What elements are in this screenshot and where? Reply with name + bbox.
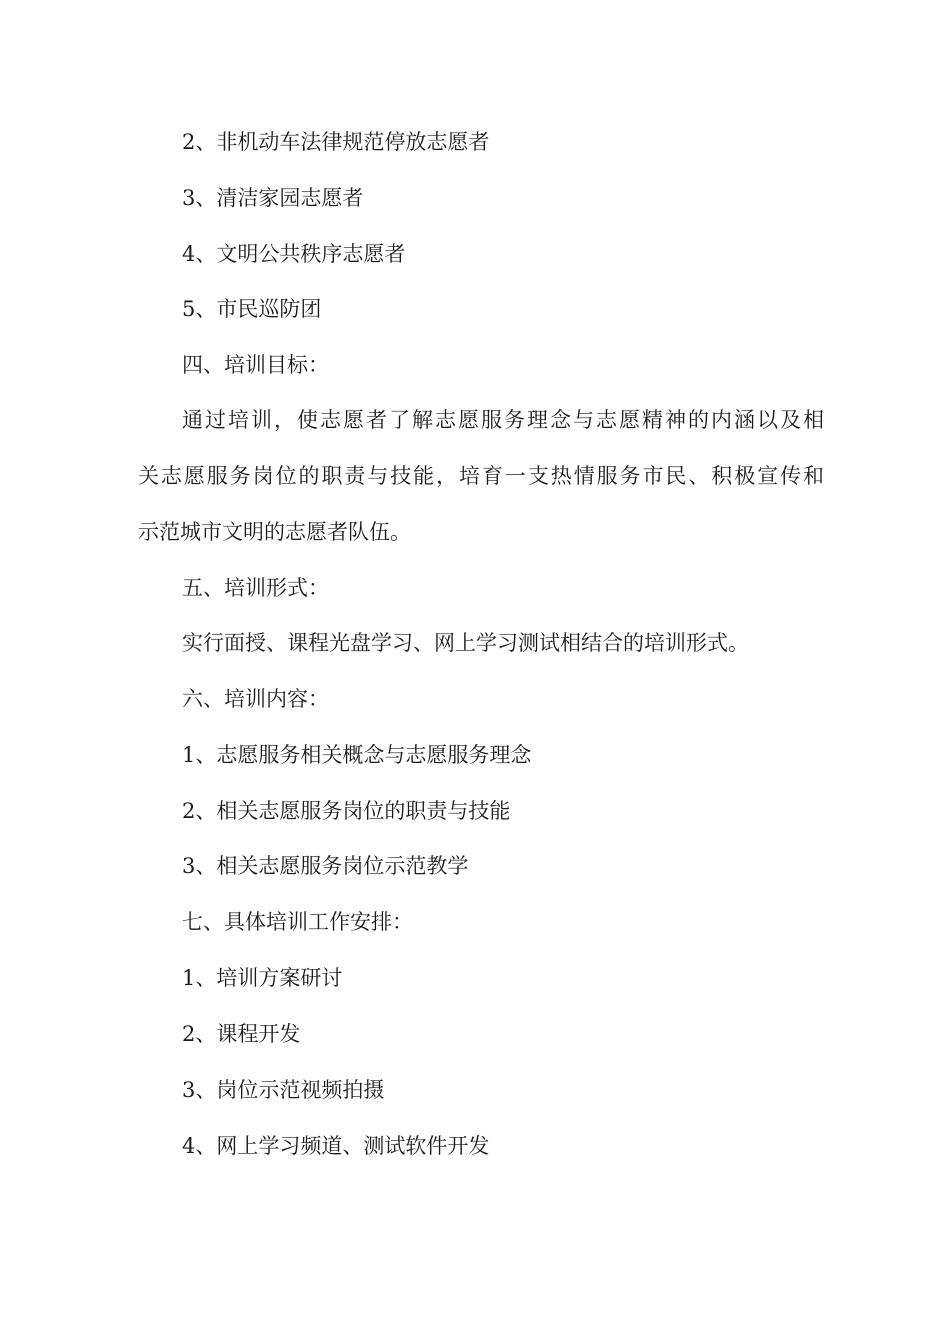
section-heading-goals: 四、培训目标： — [182, 353, 329, 377]
paragraph-goals-line-3: 示范城市文明的志愿者队伍。 — [138, 520, 411, 544]
list-item-content-1: 1、志愿服务相关概念与志愿服务理念 — [182, 743, 532, 767]
list-item-schedule-2: 2、课程开发 — [182, 1022, 301, 1046]
list-item-volunteer-parking: 2、非机动车法律规范停放志愿者 — [182, 130, 490, 154]
list-item-patrol: 5、市民巡防团 — [182, 297, 322, 321]
paragraph-format: 实行面授、课程光盘学习、网上学习测试相结合的培训形式。 — [182, 631, 749, 655]
list-item-schedule-3: 3、岗位示范视频拍摄 — [182, 1078, 385, 1102]
section-heading-content: 六、培训内容： — [182, 687, 329, 711]
list-item-volunteer-cleaning: 3、清洁家园志愿者 — [182, 186, 364, 210]
list-item-schedule-1: 1、培训方案研讨 — [182, 966, 343, 990]
list-item-volunteer-order: 4、文明公共秩序志愿者 — [182, 242, 406, 266]
section-heading-format: 五、培训形式： — [182, 576, 329, 600]
section-heading-schedule: 七、具体培训工作安排： — [182, 910, 413, 934]
paragraph-goals-line-2: 关志愿服务岗位的职责与技能，培育一支热情服务市民、积极宣传和 — [138, 464, 824, 488]
list-item-content-3: 3、相关志愿服务岗位示范教学 — [182, 854, 469, 878]
paragraph-goals-line-1: 通过培训，使志愿者了解志愿服务理念与志愿精神的内涵以及相 — [182, 408, 824, 432]
list-item-schedule-4: 4、网上学习频道、测试软件开发 — [182, 1134, 490, 1158]
list-item-content-2: 2、相关志愿服务岗位的职责与技能 — [182, 799, 511, 823]
